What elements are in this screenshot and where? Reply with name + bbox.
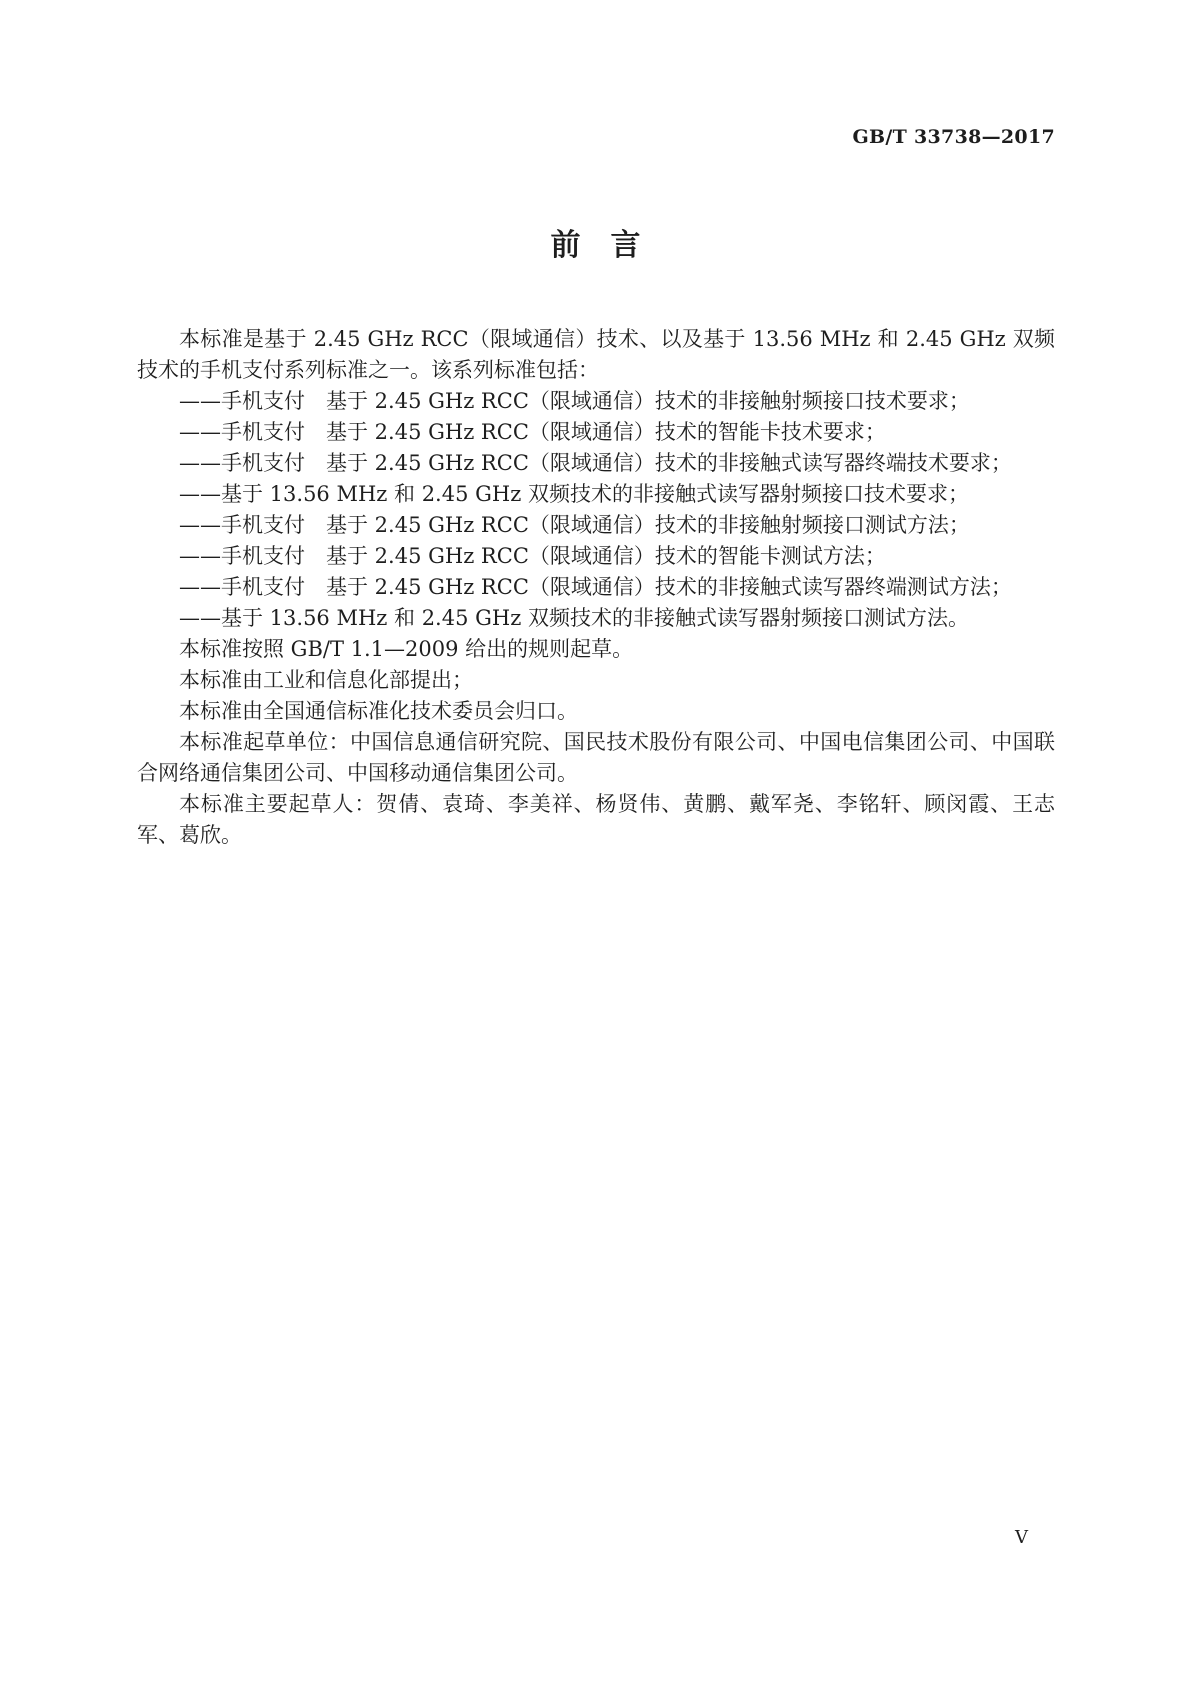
series-list-item: ——手机支付 基于 2.45 GHz RCC（限域通信）技术的非接触式读写器终端技术要求；: [179, 451, 1012, 475]
series-list-item: ——手机支付 基于 2.45 GHz RCC（限域通信）技术的智能卡测试方法；: [179, 544, 886, 568]
series-list-item: ——手机支付 基于 2.45 GHz RCC（限域通信）技术的非接触射频接口测试方法；: [179, 513, 970, 537]
proposed-by-paragraph: 本标准由工业和信息化部提出；: [179, 668, 473, 692]
drafting-organizations-paragraph: 本标准起草单位：中国信息通信研究院、国民技术股份有限公司、中国电信集团公司、中国联合网络通信集团公司、中国移动通信集团公司。: [137, 730, 1055, 785]
page-number: V: [1015, 1527, 1028, 1548]
standard-number: GB/T 33738—2017: [852, 126, 1055, 148]
series-list-item: ——手机支付 基于 2.45 GHz RCC（限域通信）技术的非接触射频接口技术要求；: [179, 389, 970, 413]
drafting-rules-paragraph: 本标准按照 GB/T 1.1—2009 给出的规则起草。: [179, 637, 634, 661]
series-list-item: ——基于 13.56 MHz 和 2.45 GHz 双频技术的非接触式读写器射频接口技术要求；: [179, 482, 969, 506]
series-list-item: ——手机支付 基于 2.45 GHz RCC（限域通信）技术的智能卡技术要求；: [179, 420, 886, 444]
centralized-by-paragraph: 本标准由全国通信标准化技术委员会归口。: [179, 699, 578, 723]
series-list-item: ——手机支付 基于 2.45 GHz RCC（限域通信）技术的非接触式读写器终端测试方法；: [179, 575, 1012, 599]
intro-paragraph: 本标准是基于 2.45 GHz RCC（限域通信）技术、以及基于 13.56 MHz 和 2.45 GHz 双频技术的手机支付系列标准之一。该系列标准包括：: [137, 327, 1055, 382]
series-list-item: ——基于 13.56 MHz 和 2.45 GHz 双频技术的非接触式读写器射频接口测试方法。: [179, 606, 969, 630]
page-title: 前 言: [550, 228, 641, 263]
drafters-paragraph: 本标准主要起草人：贺倩、袁琦、李美祥、杨贤伟、黄鹏、戴军尧、李铭轩、顾闵霞、王志军、葛欣。: [137, 792, 1055, 847]
foreword-body: [137, 324, 1055, 851]
